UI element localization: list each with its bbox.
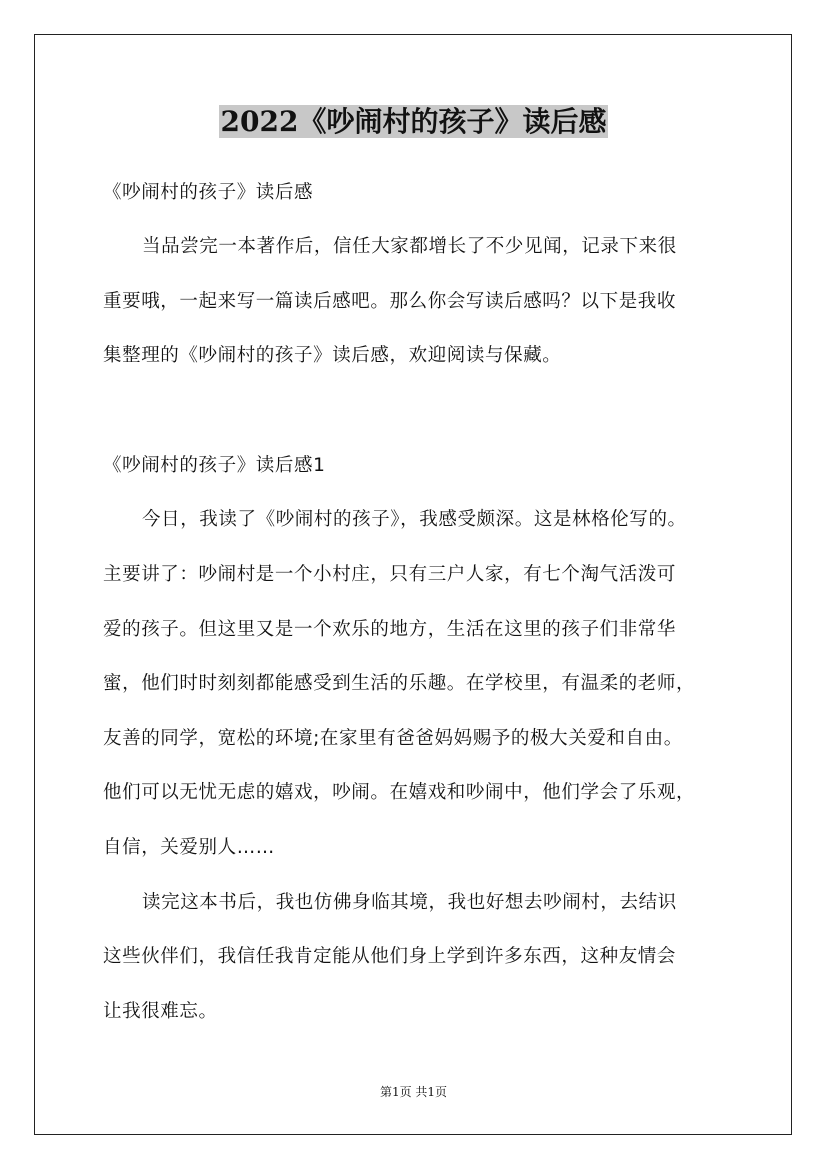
paragraph2-line-3: 让我很难忘。	[103, 1001, 218, 1022]
paragraph1-line-3: 爱的孩子。但这里又是一个欢乐的地方，生活在这里的孩子们非常华	[103, 619, 677, 640]
intro-line-2: 重要哦，一起来写一篇读后感吧。那么你会写读后感吗？以下是我收	[103, 291, 677, 312]
document-title	[0, 100, 827, 144]
paragraph1-line-1: 今日，我读了《吵闹村的孩子》，我感受颇深。这是林格伦写的。	[142, 509, 687, 530]
paragraph1-line-6: 他们可以无忧无虑的嬉戏，吵闹。在嬉戏和吵闹中，他们学会了乐观，	[103, 782, 696, 803]
intro-line-3: 集整理的《吵闹村的孩子》读后感，欢迎阅读与保藏。	[103, 345, 562, 366]
paragraph2-line-2: 这些伙伴们，我信任我肯定能从他们身上学到许多东西，这种友情会	[103, 946, 677, 967]
paragraph2-line-1: 读完这本书后，我也仿佛身临其境，我也好想去吵闹村，去结识	[142, 892, 677, 913]
paragraph1-line-2: 主要讲了：吵闹村是一个小村庄，只有三户人家，有七个淘气活泼可	[103, 564, 677, 585]
page-footer: 第1页 共1页	[379, 1085, 448, 1099]
paragraph1-line-5: 友善的同学，宽松的环境;在家里有爸爸妈妈赐予的极大关爱和自由。	[103, 728, 683, 749]
document-subtitle: 《吵闹村的孩子》读后感	[103, 182, 314, 203]
section-heading: 《吵闹村的孩子》读后感1	[103, 455, 326, 476]
document-title-text: 2022《吵闹村的孩子》读后感	[220, 105, 607, 138]
paragraph1-line-4: 蜜，他们时时刻刻都能感受到生活的乐趣。在学校里，有温柔的老师，	[103, 673, 696, 694]
paragraph1-line-7: 自信，关爱别人……	[103, 837, 275, 858]
intro-line-1: 当品尝完一本著作后，信任大家都增长了不少见闻，记录下来很	[142, 236, 677, 257]
